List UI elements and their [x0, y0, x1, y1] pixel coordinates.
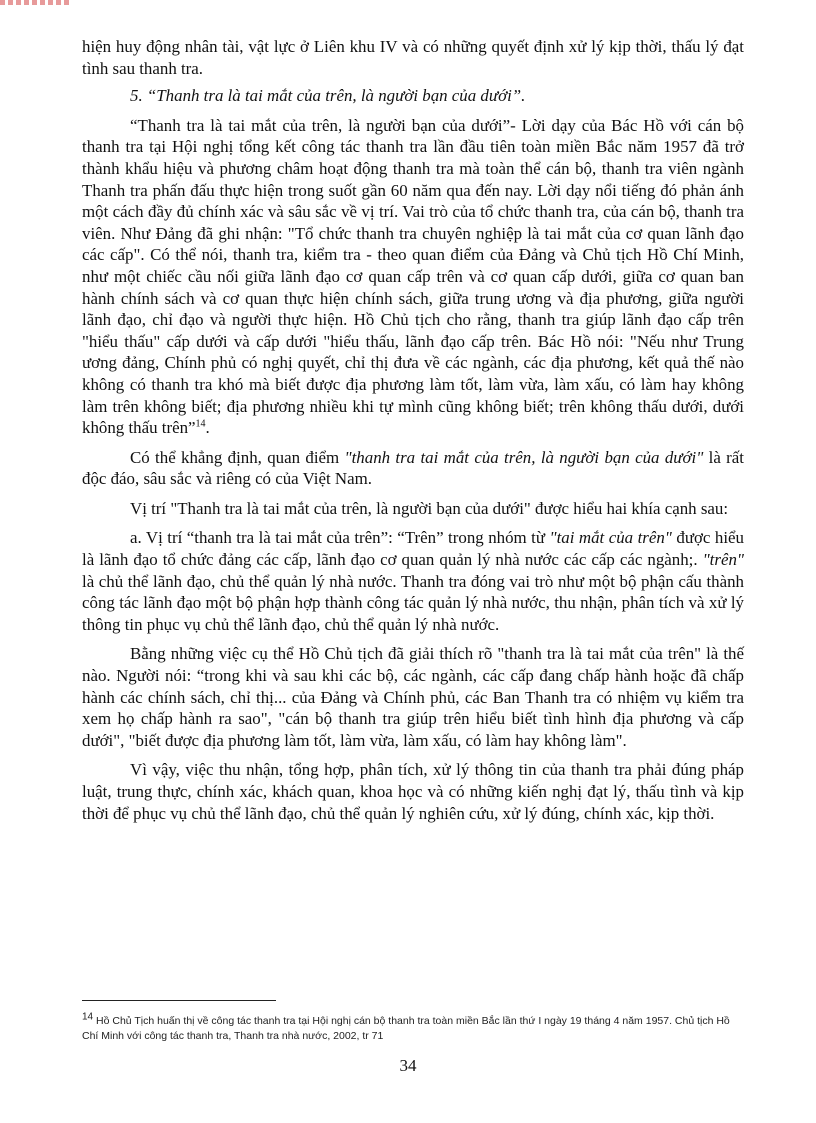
paragraph-4-b: "tai mắt của trên": [549, 528, 672, 548]
footnote: [82, 1011, 737, 1044]
paragraph-1: [82, 115, 744, 439]
paragraph-1-text: “Thanh tra là tai mắt của trên, là người bạn của dưới”- Lời dạy của Bác Hồ với cán bộ thanh tra tại Hội nghị tổng kết công tác thanh tra lần đầu tiên toàn miền Bắc năm 1957 đã trở thành khẩu hiệu và phương châm hoạt động thanh tra mà toàn thể cán bộ, thanh tra viên ngành Thanh tra phấn đấu thực hiện trong suốt gần 60 năm qua đến nay. Lời dạy nổi tiếng đó phản ánh một cách đầy đủ chính xác và sâu sắc về vị trí. Vai trò của tổ chức thanh tra, của cán bộ, thanh tra viên. Như Đảng đã ghi nhận: "Tổ chức thanh tra chuyên nghiệp là tai mắt của cơ quan lãnh đạo các cấp". Có thể nói, thanh tra, kiểm tra - theo quan điểm của Đảng và Chủ tịch Hồ Chí Minh, như một chiếc cầu nối giữa lãnh đạo cơ quan cấp trên và cơ quan cấp dưới, giữa cơ quan ban hành chính sách và cơ quan thực hiện chính sách, giữa trung ương và địa phương, giữa người lãnh đạo, chỉ đạo và người thực hiện. Hồ Chủ tịch cho rằng, thanh tra giúp lãnh đạo cấp trên "hiểu thấu" cấp dưới và cấp dưới "hiểu thấu, lãnh đạo cấp trên. Bác Hồ nói: "Nếu như Trung ương đảng, Chính phủ có nghị quyết, chỉ thị đưa về các ngành, các địa phương, kết quả thế nào không có thanh tra khó mà biết được địa phương làm tốt, làm vừa, làm xấu, có làm hay không làm trên không biết; địa phương nhiều khi tự mình cũng không biết; trên không thấu dưới, dưới không thấu trên”: [82, 115, 744, 438]
paragraph-2-start: Có thể khẳng định, quan điểm: [130, 447, 345, 467]
footnote-reference: 14: [195, 418, 206, 430]
paragraph-5: Bằng những việc cụ thể Hồ Chủ tịch đã giải thích rõ "thanh tra là tai mắt của trên" là thế nào. Người nói: “trong khi và sau khi các bộ, các ngành, các cấp đang chấp hành hoặc đã chấp hành các chính sách, chỉ thị... của Đảng và Chính phủ, các Ban Thanh tra có nhiệm vụ kiểm tra xem họ chấp hành ra sao", "cán bộ thanh tra giúp trên hiểu biết tình hình địa phương và cấp dưới", "biết được địa phương làm tốt, làm vừa, làm xấu, có làm hay không làm".: [82, 644, 744, 750]
paragraph-2-quote: "thanh tra tai mắt của trên, là người bạn của dưới": [344, 447, 704, 467]
scan-corner-mark: [0, 0, 72, 5]
paragraph-4-a: a. Vị trí “thanh tra là tai mắt của trên”: “Trên” trong nhóm từ: [130, 528, 550, 548]
footnote-separator: [82, 1000, 276, 1001]
footnote-text: Hồ Chủ Tịch huấn thị về công tác thanh tra tại Hội nghị cán bộ thanh tra toàn miền Bắc lần thứ I ngày 19 tháng 4 năm 1957. Chủ tịch Hồ Chí Minh với công tác thanh tra, Thanh tra nhà nước, 2002, tr 71: [82, 1015, 730, 1042]
page-number: 34: [399, 1056, 417, 1075]
paragraph-4-e: là chủ thể lãnh đạo, chủ thể quản lý nhà nước. Thanh tra đóng vai trò như một bộ phận cấu thành công tác lãnh đạo một bộ phận hợp thành công tác quản lý nhà nước, thu nhận, phân tích và xử lý thông tin phục vụ chủ thể lãnh đạo, chủ thể quản lý nhà nước.: [82, 571, 744, 634]
paragraph-2: [82, 447, 744, 490]
section-heading: 5. “Thanh tra là tai mắt của trên, là người bạn của dưới”.: [130, 86, 526, 106]
paragraph-4-d: "trên": [702, 550, 744, 570]
paragraph-1-end: .: [205, 418, 210, 438]
footnote-number: 14: [82, 1011, 94, 1023]
paragraph-2-end: là rất độc đáo, sâu sắc và riêng có của Việt Nam.: [82, 447, 744, 489]
paragraph-4: [82, 527, 744, 635]
paragraph-3: Vị trí "Thanh tra là tai mắt của trên, là người bạn của dưới" được hiểu hai khía cạnh sau:: [130, 498, 729, 518]
paragraph-6: Vì vậy, việc thu nhận, tổng hợp, phân tích, xử lý thông tin của thanh tra phải đúng pháp luật, trung thực, chính xác, khách quan, khoa học và có những kiến nghị đạt lý, thấu tình và kịp thời để phục vụ chủ thể lãnh đạo, chủ thể quản lý nghiên cứu, xử lý đúng, chính xác, kịp thời.: [82, 760, 744, 823]
intro-paragraph: hiện huy động nhân tài, vật lực ở Liên khu IV và có những quyết định xử lý kịp thời, thấu lý đạt tình sau thanh tra.: [82, 37, 744, 78]
document-body: [82, 36, 744, 824]
paragraph-4-c: được hiểu là lãnh đạo tổ chức đảng các cấp, lãnh đạo cơ quan quản lý nhà nước các cấp các ngành;.: [82, 528, 744, 570]
